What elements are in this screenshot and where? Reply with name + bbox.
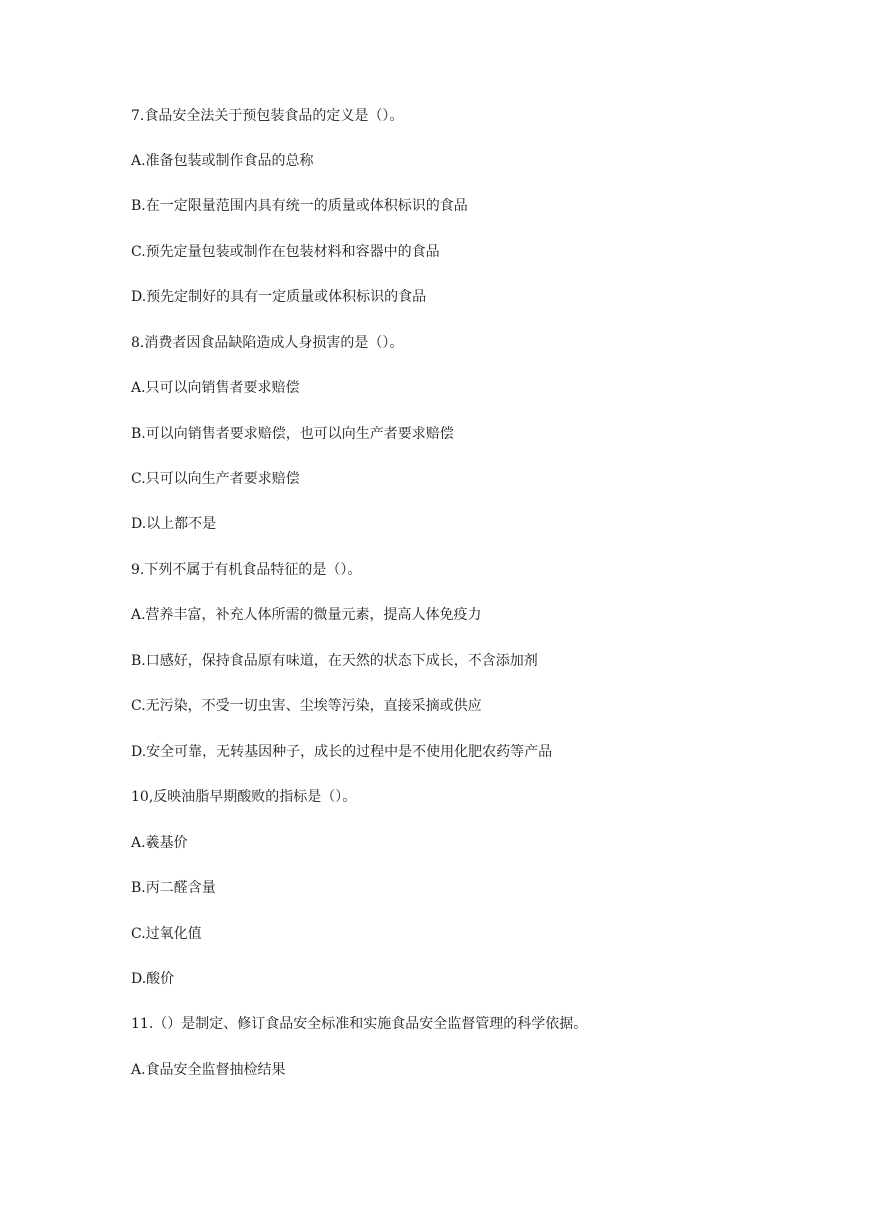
question-7-option-a: A.准备包装或制作食品的总称: [131, 153, 314, 169]
question-8-option-b: B.可以向销售者要求赔偿，也可以向生产者要求赔偿: [131, 426, 454, 442]
question-7-option-c: C.预先定量包装或制作在包装材料和容器中的食品: [131, 244, 440, 260]
question-8-option-c: C.只可以向生产者要求赔偿: [131, 471, 300, 487]
question-10-option-d: D.酸价: [131, 971, 175, 987]
question-10-option-c: C.过氧化值: [131, 926, 202, 942]
question-7-option-d: D.预先定制好的具有一定质量或体积标识的食品: [131, 289, 427, 305]
question-10-option-b: B.丙二醛含量: [131, 880, 216, 896]
question-11-option-a: A.食品安全监督抽检结果: [131, 1062, 286, 1078]
question-10-option-a: A.羲基价: [131, 835, 188, 851]
question-10-stem: 10,反映油脂早期酸败的指标是（）。: [131, 789, 357, 805]
question-8-stem: 8.消费者因食品缺陷造成人身损害的是（）。: [131, 335, 404, 351]
question-9-option-d: D.安全可靠，无转基因种子，成长的过程中是不使用化肥农药等产品: [131, 744, 553, 760]
question-7-option-b: B.在一定限量范围内具有统一的质量或体积标识的食品: [131, 198, 468, 214]
question-7-stem: 7.食品安全法关于预包装食品的定义是（）。: [131, 108, 404, 124]
question-8-option-a: A.只可以向销售者要求赔偿: [131, 380, 300, 396]
question-9-stem: 9.下列不属于有机食品特征的是（）。: [131, 562, 362, 578]
question-11-stem: 11.（）是制定、修订食品安全标准和实施食品安全监督管理的科学依据。: [131, 1016, 588, 1032]
question-9-option-c: C.无污染，不受一切虫害、尘埃等污染，直接采摘或供应: [131, 698, 482, 714]
question-8-option-d: D.以上都不是: [131, 516, 217, 532]
question-9-option-b: B.口感好，保持食品原有味道，在天然的状态下成长，不含添加剂: [131, 653, 538, 669]
question-9-option-a: A.营养丰富，补充人体所需的微量元素，提高人体免疫力: [131, 607, 482, 623]
